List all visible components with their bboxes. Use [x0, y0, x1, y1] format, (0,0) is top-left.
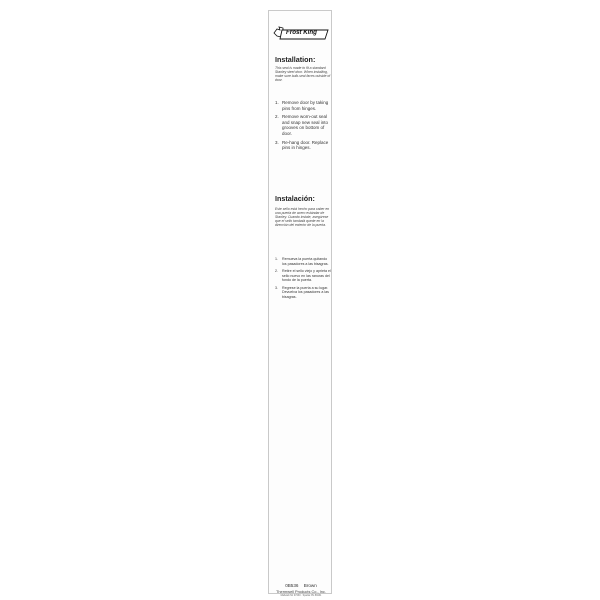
- instalacion-step: 2. Retire el sello viejo y aprieta el sello nuevo en las ranuras del fondo de la puerta.: [275, 269, 331, 282]
- installation-steps: [275, 100, 331, 154]
- company-name: Thermwell Products Co., Inc.: [276, 589, 326, 594]
- installation-step: 3. Re-hang door. Replace pins in hinges.: [275, 139, 329, 151]
- instalacion-intro: Este sello está hecho para caber en una puerta de acero estándar de Stanley. Cuando instale, asegúrese que el sello tambalá quede en la dirección del exterior de la puerta.: [275, 207, 330, 228]
- instalacion-step: 3. Regrese la puerta a su lugar. Devuelva los pasadores a las bisagras.: [275, 285, 329, 299]
- installation-step: 1. Remove door by taking pins from hinges.: [275, 100, 329, 111]
- installation-step: 2. Remove worn-out seal and snap new seal into grooves on bottom of door.: [275, 114, 329, 136]
- product-sku: 0B536: [285, 583, 299, 588]
- installation-heading: Installation:: [275, 55, 316, 64]
- product-sku-line: [269, 583, 333, 588]
- brand-logo: [273, 24, 329, 44]
- instalacion-heading: Instalación:: [275, 194, 315, 203]
- instalacion-step: 1. Remueva la puerta quitando los pasadores a las bisagras.: [275, 257, 329, 266]
- product-label-strip: [268, 10, 332, 597]
- installation-intro: This seal is made to fit a standard Stanley steel door. When installing, make sure bulb-seal faces outside of door.: [275, 66, 331, 83]
- instalacion-steps: [275, 257, 331, 302]
- fine-print: Mahwah NJ 07430 · Sparks NV 89431: [280, 594, 322, 597]
- product-color: Brown: [303, 583, 317, 588]
- brand-name: Frost King: [286, 29, 317, 36]
